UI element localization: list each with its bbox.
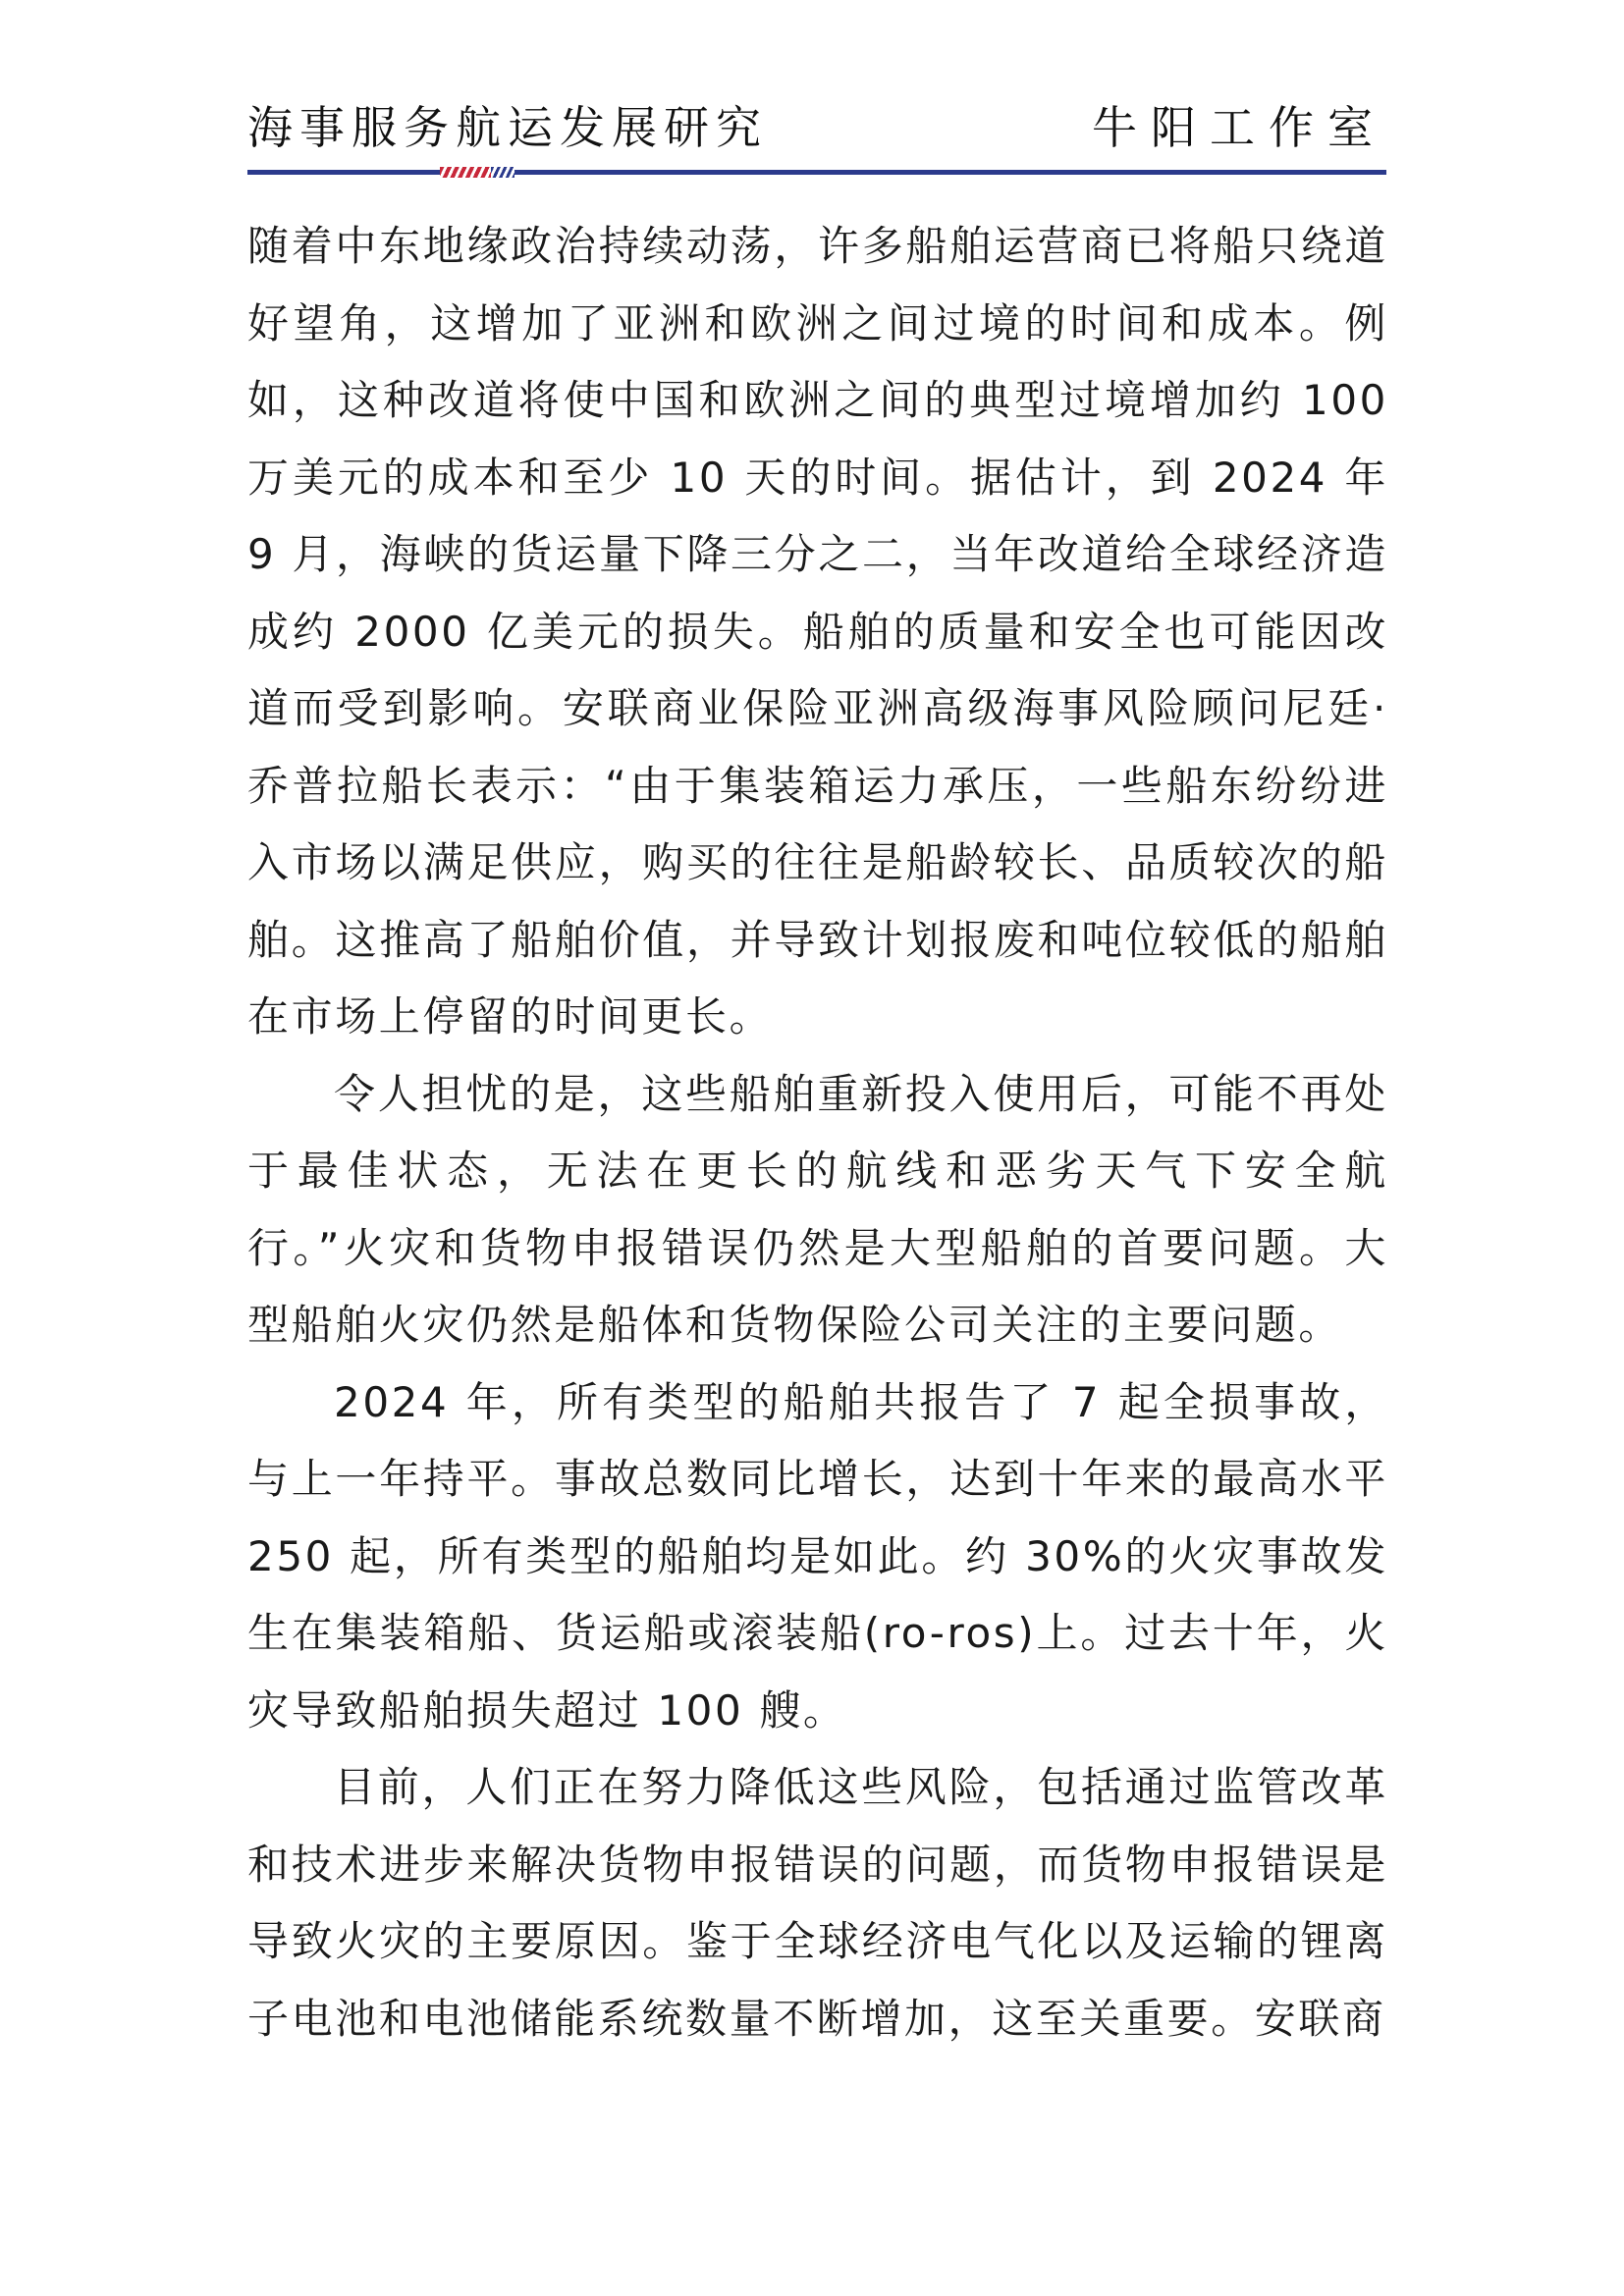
header-title: 海事服务航运发展研究	[247, 101, 768, 154]
paragraph-1: 随着中东地缘政治持续动荡，许多船舶运营商已将船只绕道好望角，这增加了亚洲和欧洲之间过境的时间和成本。例如，这种改道将使中国和欧洲之间的典型过境增加约 100 万美元的成本和至少 10 天的时间。据估计，到 2024 年 9 月，海峡的货运量下降三分之二，当年改道给全球经济造成约 2000 亿美元的损失。船舶的质量和安全也可能因改道而受到影响。安联商业保险亚洲高级海事风险顾问尼廷·乔普拉船长表示：“由于集装箱运力承压，一些船东纷纷进入市场以满足供应，购买的往往是船龄较长、品质较次的船舶。这推高了船舶价值，并导致计划报废和吨位较低的船舶在市场上停留的时间更长。	[247, 222, 1388, 1041]
header-studio-name: 牛阳工作室	[1092, 101, 1386, 154]
article-body	[247, 208, 1388, 2057]
paragraph-2: 令人担忧的是，这些船舶重新投入使用后，可能不再处于最佳状态，无法在更长的航线和恶劣天气下安全航行。”火灾和货物申报错误仍然是大型船舶的首要问题。大型船舶火灾仍然是船体和货物保险公司关注的主要问题。	[247, 1069, 1388, 1349]
header-divider-accent	[440, 167, 499, 178]
paragraph-4: 目前，人们正在努力降低这些风险，包括通过监管改革和技术进步来解决货物申报错误的问题，而货物申报错误是导致火灾的主要原因。鉴于全球经济电气化以及运输的锂离子电池和电池储能系统数量不断增加，这至关重要。安联商	[247, 1763, 1388, 2043]
page-header	[247, 98, 1386, 157]
paragraph-3: 2024 年，所有类型的船舶共报告了 7 起全损事故，与上一年持平。事故总数同比增长，达到十年来的最高水平 250 起，所有类型的船舶均是如此。约 30%的火灾事故发生在集装箱船、货运船或滚装船(ro-ros)上。过去十年，火灾导致船舶损失超过 100 艘。	[247, 1377, 1388, 1735]
header-divider	[247, 170, 1386, 175]
header-divider-accent-blue	[491, 167, 514, 178]
